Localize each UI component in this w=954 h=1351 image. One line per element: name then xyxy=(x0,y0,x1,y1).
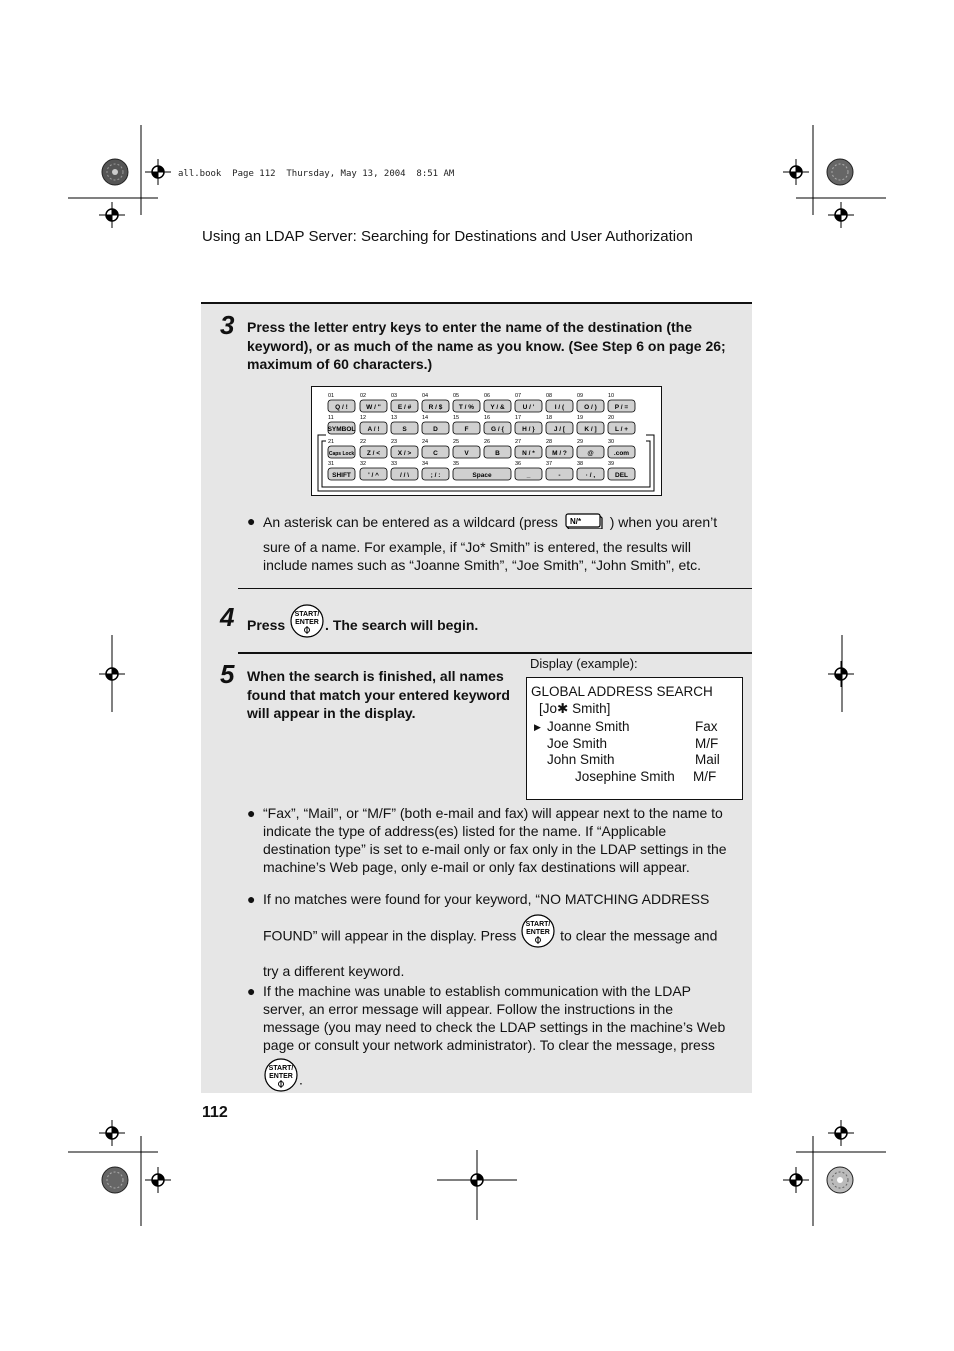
step-3-text xyxy=(247,318,747,374)
key-number: 08 xyxy=(546,393,553,399)
keyboard-key-label: @ xyxy=(587,450,594,457)
letter-keyboard-illustration xyxy=(311,386,662,496)
step-number: 5 xyxy=(220,659,235,689)
keyboard-key-label: - xyxy=(558,472,561,479)
n-star-key-label: N/* xyxy=(569,516,581,526)
keyboard-key-label: DEL xyxy=(615,472,628,479)
keyboard-key-label: T / % xyxy=(458,404,475,411)
start-label: START/ xyxy=(525,921,551,928)
key-number: 09 xyxy=(577,393,584,399)
bullet-text: page or consult your network administrator). To clear the message, press xyxy=(263,1037,715,1053)
display-result-type: M/F xyxy=(695,736,719,751)
key-number: 35 xyxy=(453,461,460,467)
key-number: 21 xyxy=(328,439,335,445)
step-4-pre: Press xyxy=(247,617,286,634)
display-result-type: Mail xyxy=(695,752,720,767)
keyboard-key-label: ' / ^ xyxy=(368,472,379,479)
bullet-text: machine’s Web page, only e-mail or only fax destinations will appear. xyxy=(263,859,690,875)
keyboard-key-label: W / " xyxy=(366,404,381,411)
bullet-text: If no matches were found for your keyword, “NO MATCHING ADDRESS xyxy=(263,891,710,907)
key-number: 02 xyxy=(360,393,367,399)
keyboard-key-label: E / # xyxy=(397,404,412,411)
key-number: 23 xyxy=(391,439,398,445)
bullet-text: server, an error message will appear. Follow the instructions in the xyxy=(263,1001,674,1017)
key-number: 31 xyxy=(328,461,335,467)
keyboard-key-label: Space xyxy=(472,472,492,479)
bullet-text: include names such as “Joanne Smith”, “Joe Smith”, “John Smith”, etc. xyxy=(263,556,702,573)
page-number: 112 xyxy=(202,1104,228,1121)
keyboard-key-label: .com xyxy=(613,450,630,457)
step-5-line: will appear in the display. xyxy=(247,705,416,721)
key-number: 15 xyxy=(453,415,460,421)
bullet-text: message (you may need to check the LDAP settings in the machine’s Web xyxy=(263,1019,726,1035)
key-number: 32 xyxy=(360,461,367,467)
bullet-dot: ● xyxy=(247,805,256,821)
step-number: 3 xyxy=(220,310,235,340)
keyboard-key-label: O / ) xyxy=(584,404,597,411)
bullet-connection-error xyxy=(247,982,748,1104)
bullet-text: sure of a name. For example, if “Jo* Smith” is entered, the results will xyxy=(263,538,691,555)
step-3-line: keyword), or as much of the name as you know. (See Step 6 on page 26; xyxy=(247,337,726,354)
key-number: 17 xyxy=(515,415,522,421)
bullet-dot: ● xyxy=(247,983,256,999)
enter-label: ENTER xyxy=(269,1073,293,1080)
start-label: START/ xyxy=(294,611,320,618)
registration-target-icon xyxy=(828,202,854,228)
key-number: 25 xyxy=(453,439,460,445)
key-number: 37 xyxy=(546,461,553,467)
bullet-text: “Fax”, “Mail”, or “M/F” (both e-mail and fax) will appear next to the name to xyxy=(263,805,723,821)
bullet-text: . xyxy=(299,1071,303,1088)
step-4-text xyxy=(247,604,727,649)
key-number: 05 xyxy=(453,393,460,399)
bullet-dot: ● xyxy=(247,513,256,529)
key-number: 03 xyxy=(391,393,398,399)
keyboard-key-label: V xyxy=(464,450,469,457)
key-number: 36 xyxy=(515,461,522,467)
keyboard-key-label: P / = xyxy=(614,404,629,411)
keyboard-keys xyxy=(312,387,661,495)
page-header-title: Using an LDAP Server: Searching for Destinations and User Authorization xyxy=(202,228,693,245)
key-number: 39 xyxy=(608,461,615,467)
key-number: 10 xyxy=(608,393,615,399)
registration-target-icon xyxy=(828,661,854,687)
bullet-text: If the machine was unable to establish communication with the LDAP xyxy=(263,983,692,999)
bullet-text: ) when you aren’t xyxy=(609,514,718,530)
step-divider xyxy=(238,652,752,654)
keyboard-key-label: ; / : xyxy=(430,472,441,479)
n-star-key-icon xyxy=(565,513,603,534)
color-wheel-icon xyxy=(826,158,854,186)
display-result-type: M/F xyxy=(693,769,717,784)
step-4-post: . The search will begin. xyxy=(325,617,479,634)
keyboard-key-label: K / ] xyxy=(584,426,597,433)
bullet-text: destination type” is set to e-mail only or fax only in the LDAP settings in the xyxy=(263,841,727,857)
key-number: 13 xyxy=(391,415,398,421)
key-number: 06 xyxy=(484,393,491,399)
key-number: 38 xyxy=(577,461,584,467)
key-number: 14 xyxy=(422,415,429,421)
keyboard-key-label: J / [ xyxy=(553,426,566,433)
display-title: GLOBAL ADDRESS SEARCH xyxy=(531,684,713,699)
display-result-name: John Smith xyxy=(547,752,615,767)
bullet-text: try a different keyword. xyxy=(263,963,405,979)
registration-target-icon xyxy=(783,1167,809,1193)
display-result-name: Josephine Smith xyxy=(575,769,675,784)
step-5-text xyxy=(247,667,522,723)
display-result-name: Joe Smith xyxy=(547,736,608,751)
color-wheel-icon xyxy=(826,1166,854,1194)
step-5-line: found that match your entered keyword xyxy=(247,686,510,703)
enter-label: ENTER xyxy=(295,619,319,626)
display-result-type: Fax xyxy=(695,719,718,734)
keyboard-key-label: M / ? xyxy=(552,450,567,457)
color-wheel-icon xyxy=(101,1166,129,1194)
registration-target-icon xyxy=(99,661,125,687)
keyboard-key-label: U / ' xyxy=(522,404,535,411)
keyboard-key-label: L / + xyxy=(614,426,629,433)
bullet-text: An asterisk can be entered as a wildcard (press xyxy=(263,514,558,530)
registration-target-icon xyxy=(145,1167,171,1193)
key-number: 04 xyxy=(422,393,429,399)
display-caption: Display (example): xyxy=(530,656,638,671)
keyboard-key-label: Caps Lock xyxy=(328,451,355,457)
key-number: 27 xyxy=(515,439,522,445)
bullet-dot: ● xyxy=(247,891,256,907)
display-result-name: Joanne Smith xyxy=(547,719,630,734)
bullet-wildcard xyxy=(247,512,748,574)
print-slug: all.book Page 112 Thursday, May 13, 2004 8:51 AM xyxy=(178,169,455,179)
step-number: 4 xyxy=(220,602,235,632)
bullet-text: FOUND” will appear in the display. Press xyxy=(263,927,517,944)
start-enter-button-icon xyxy=(263,1058,299,1104)
registration-target-icon xyxy=(828,1120,854,1146)
keyboard-key-label: B xyxy=(495,450,500,457)
keyboard-key-label: · / , xyxy=(585,472,596,479)
key-number: 30 xyxy=(608,439,615,445)
start-enter-button-icon xyxy=(289,604,325,649)
step-3-line: Press the letter entry keys to enter the name of the destination (the xyxy=(247,319,692,335)
bullet-address-type xyxy=(247,804,748,876)
keyboard-key-label: F xyxy=(464,426,469,433)
keyboard-key-label: X / > xyxy=(397,450,412,457)
key-number: 29 xyxy=(577,439,584,445)
step-3-line: maximum of 60 characters.) xyxy=(247,356,433,372)
start-enter-button-icon xyxy=(520,914,556,960)
key-number: 12 xyxy=(360,415,367,421)
display-cursor-icon: ▶ xyxy=(534,722,541,732)
key-number: 28 xyxy=(546,439,553,445)
key-number: 26 xyxy=(484,439,491,445)
key-number: 22 xyxy=(360,439,367,445)
keyboard-key-label: S xyxy=(402,426,407,433)
enter-label: ENTER xyxy=(526,929,551,936)
keyboard-key-label: Z / < xyxy=(366,450,381,457)
key-number: 20 xyxy=(608,415,615,421)
step-divider xyxy=(201,302,752,304)
keyboard-key-label: D xyxy=(433,426,438,433)
keyboard-key-label: G / { xyxy=(490,426,505,433)
bullet-no-match xyxy=(247,890,748,980)
registration-target-icon xyxy=(99,202,125,228)
keyboard-key-label: I / ( xyxy=(554,404,565,411)
key-number: 16 xyxy=(484,415,491,421)
keyboard-key-label: SYMBOL xyxy=(327,426,356,433)
key-number: 33 xyxy=(391,461,398,467)
key-number: 18 xyxy=(546,415,553,421)
key-number: 11 xyxy=(328,415,334,421)
bullet-text: indicate the type of address(es) listed for the name. If “Applicable xyxy=(263,823,667,839)
keyboard-key-label: / / \ xyxy=(399,472,410,479)
step-5-line: When the search is finished, all names xyxy=(247,668,504,684)
key-number: 07 xyxy=(515,393,522,399)
keyboard-key-label: A / ! xyxy=(367,426,380,433)
color-wheel-icon xyxy=(101,158,129,186)
lcd-display-example xyxy=(526,677,743,800)
start-label: START/ xyxy=(268,1065,294,1072)
keyboard-key-label: R / $ xyxy=(428,404,443,411)
step-divider xyxy=(238,588,752,589)
registration-target-icon xyxy=(145,159,171,185)
registration-target-icon xyxy=(99,1120,125,1146)
display-query: [Jo✱ Smith] xyxy=(539,701,611,716)
keyboard-key-label: C xyxy=(433,450,438,457)
registration-line-icon xyxy=(476,1150,478,1220)
key-number: 19 xyxy=(577,415,584,421)
keyboard-key-label: Y / & xyxy=(490,404,505,411)
keyboard-key-label: SHIFT xyxy=(332,472,351,479)
key-number: 01 xyxy=(328,393,335,399)
keyboard-key-label: N / * xyxy=(522,450,535,457)
key-number: 34 xyxy=(422,461,429,467)
keyboard-key-label: H / } xyxy=(522,426,535,433)
keyboard-key-label: Q / ! xyxy=(335,404,348,411)
registration-target-icon xyxy=(783,159,809,185)
key-number: 24 xyxy=(422,439,429,445)
bullet-text: to clear the message and xyxy=(560,927,718,944)
keyboard-key-label: _ xyxy=(526,472,531,479)
